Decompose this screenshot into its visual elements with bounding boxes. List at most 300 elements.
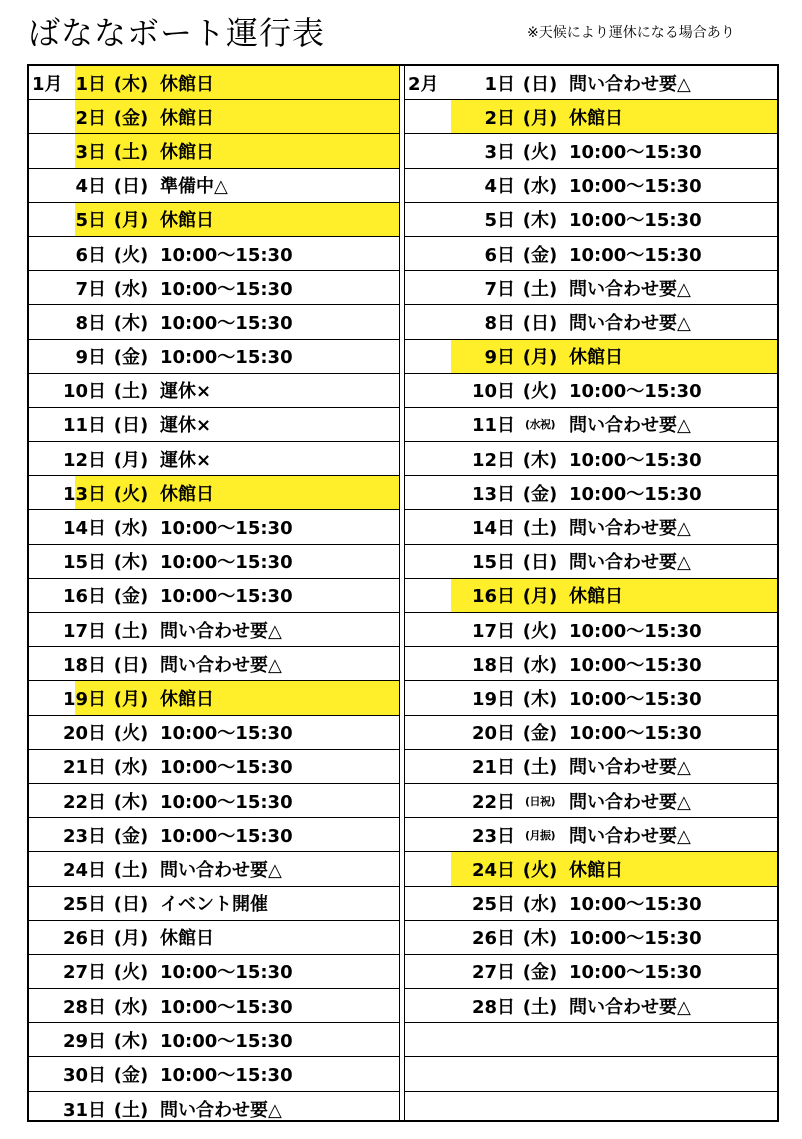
day-number: 5日 [484, 210, 515, 232]
schedule-entry [458, 887, 702, 920]
schedule-entry [49, 647, 282, 680]
schedule-row [29, 237, 399, 271]
day-of-week: (月) [113, 210, 149, 232]
day-of-week: (日) [522, 312, 558, 334]
schedule-entry [458, 374, 702, 407]
schedule-row [29, 784, 399, 818]
day-number: 22日 [62, 791, 106, 813]
schedule-row [405, 169, 777, 203]
day-of-week: (水) [113, 518, 149, 540]
operation-status: 10:00〜15:30 [569, 449, 702, 471]
operation-status: 10:00〜15:30 [160, 1030, 293, 1052]
day-number: 2日 [75, 107, 106, 129]
month-label: 2月 [408, 74, 439, 95]
schedule-entry [458, 647, 702, 680]
day-number: 20日 [471, 723, 515, 745]
day-number: 4日 [484, 176, 515, 198]
schedule-row [405, 340, 777, 374]
schedule-row [405, 1023, 777, 1057]
operation-status: 問い合わせ要△ [569, 757, 691, 779]
operation-status: 10:00〜15:30 [569, 723, 702, 745]
operation-status: 問い合わせ要△ [160, 654, 282, 676]
day-number: 24日 [471, 859, 515, 881]
day-number: 17日 [62, 620, 106, 642]
day-number: 27日 [62, 962, 106, 984]
operation-status: 10:00〜15:30 [160, 757, 293, 779]
schedule-row [405, 1057, 777, 1091]
day-of-week: (木) [113, 73, 149, 95]
schedule-entry [49, 1023, 293, 1056]
schedule-row [29, 681, 399, 715]
schedule-entry [458, 921, 702, 954]
operation-status: 休館日 [160, 107, 214, 129]
day-of-week: (月) [522, 586, 558, 608]
operation-status: 休館日 [569, 347, 623, 369]
day-of-week: (水) [113, 757, 149, 779]
schedule-row [405, 1092, 777, 1126]
day-number: 17日 [471, 620, 515, 642]
day-of-week: (日) [113, 654, 149, 676]
weather-note: ※天候により運休になる場合あり [527, 25, 735, 41]
schedule-row [405, 613, 777, 647]
day-of-week: (水) [113, 996, 149, 1018]
schedule-entry [458, 305, 691, 338]
schedule-row [405, 271, 777, 305]
schedule-entry [49, 750, 293, 783]
schedule-entry [458, 579, 623, 612]
operation-status: 休館日 [160, 483, 214, 505]
schedule-row [405, 750, 777, 784]
day-number: 8日 [484, 312, 515, 334]
schedule-row [405, 989, 777, 1023]
schedule-entry [49, 818, 293, 851]
operation-status: 10:00〜15:30 [160, 244, 293, 266]
day-number: 21日 [62, 757, 106, 779]
day-number: 15日 [62, 552, 106, 574]
operation-status: 10:00〜15:30 [569, 141, 702, 163]
operation-status: 10:00〜15:30 [160, 552, 293, 574]
day-number: 14日 [471, 518, 515, 540]
schedule-row [29, 100, 399, 134]
operation-status: 10:00〜15:30 [160, 996, 293, 1018]
schedule-entry [49, 681, 214, 714]
day-of-week: (土) [113, 1099, 149, 1121]
schedule-entry [49, 66, 214, 99]
operation-status: 問い合わせ要△ [160, 1099, 282, 1121]
day-of-week: (木) [113, 312, 149, 334]
operation-status: イベント開催 [160, 894, 268, 916]
operation-status: 10:00〜15:30 [569, 620, 702, 642]
day-of-week: (土) [113, 620, 149, 642]
operation-status: 運休× [160, 415, 212, 437]
day-number: 6日 [75, 244, 106, 266]
schedule-entry [458, 134, 702, 167]
schedule-row [29, 510, 399, 544]
schedule-entry [458, 852, 623, 885]
schedule-entry [49, 989, 293, 1022]
operation-status: 休館日 [160, 141, 214, 163]
day-number: 21日 [471, 757, 515, 779]
schedule-entry [458, 510, 691, 543]
schedule-entry [49, 237, 293, 270]
schedule-row [405, 476, 777, 510]
day-number: 28日 [62, 996, 106, 1018]
operation-status: 休館日 [569, 859, 623, 881]
schedule-entry [49, 100, 214, 133]
day-number: 7日 [484, 278, 515, 300]
day-of-week: (土) [522, 996, 558, 1018]
operation-status: 10:00〜15:30 [160, 825, 293, 847]
schedule-entry [458, 169, 702, 202]
day-of-week: (火) [522, 859, 558, 881]
day-number: 11日 [471, 415, 515, 437]
schedule-entry [458, 100, 623, 133]
day-number: 26日 [62, 928, 106, 950]
schedule-row [29, 818, 399, 852]
schedule-row [405, 237, 777, 271]
day-of-week: (土) [113, 859, 149, 881]
schedule-row [29, 408, 399, 442]
day-of-week: (日) [113, 894, 149, 916]
schedule-row [29, 852, 399, 886]
schedule-row [405, 408, 777, 442]
day-number: 3日 [484, 141, 515, 163]
schedule-entry [49, 340, 293, 373]
operation-status: 10:00〜15:30 [160, 278, 293, 300]
day-number: 1日 [75, 73, 106, 95]
schedule-row [405, 305, 777, 339]
day-of-week: (水) [113, 278, 149, 300]
day-of-week: (日祝) [524, 794, 556, 808]
schedule-row [405, 374, 777, 408]
day-of-week: (火) [113, 244, 149, 266]
day-number: 9日 [75, 347, 106, 369]
operation-status: 休館日 [569, 586, 623, 608]
day-number: 26日 [471, 928, 515, 950]
schedule-row [29, 134, 399, 168]
day-number: 16日 [62, 586, 106, 608]
day-number: 13日 [62, 483, 106, 505]
operation-status: 10:00〜15:30 [160, 586, 293, 608]
schedule-entry [458, 340, 623, 373]
operation-status: 問い合わせ要△ [569, 73, 691, 95]
day-of-week: (土) [113, 381, 149, 403]
schedule-row [29, 613, 399, 647]
day-of-week: (月) [522, 347, 558, 369]
day-of-week: (土) [522, 278, 558, 300]
day-number: 25日 [62, 894, 106, 916]
schedule-entry [49, 476, 214, 509]
day-number: 12日 [471, 449, 515, 471]
day-of-week: (火) [113, 962, 149, 984]
schedule-row [405, 510, 777, 544]
day-number: 23日 [62, 825, 106, 847]
operation-status: 休館日 [160, 210, 214, 232]
schedule-row [29, 169, 399, 203]
schedule-entry [49, 784, 293, 817]
day-number: 11日 [62, 415, 106, 437]
schedule-row [29, 1023, 399, 1057]
schedule-entry [49, 887, 268, 920]
day-number: 1日 [484, 73, 515, 95]
schedule-row [29, 476, 399, 510]
month-column-january [29, 66, 400, 1120]
schedule-entry [458, 271, 691, 304]
schedule-entry [49, 305, 293, 338]
day-number: 6日 [484, 244, 515, 266]
schedule-entry [49, 613, 282, 646]
schedule-entry [458, 613, 702, 646]
day-number: 31日 [62, 1099, 106, 1121]
schedule-row [29, 271, 399, 305]
day-of-week: (火) [522, 381, 558, 403]
day-of-week: (月) [113, 449, 149, 471]
schedule-row [405, 134, 777, 168]
schedule-entry [49, 852, 282, 885]
day-number: 4日 [75, 176, 106, 198]
day-of-week: (水) [522, 654, 558, 676]
day-of-week: (金) [522, 723, 558, 745]
schedule-row [29, 1092, 399, 1126]
day-of-week: (金) [522, 244, 558, 266]
schedule-row [29, 887, 399, 921]
schedule-entry [458, 784, 691, 817]
day-of-week: (火) [113, 723, 149, 745]
operation-status: 10:00〜15:30 [569, 483, 702, 505]
operation-status: 10:00〜15:30 [569, 244, 702, 266]
day-of-week: (日) [522, 552, 558, 574]
schedule-row [405, 818, 777, 852]
day-of-week: (金) [113, 107, 149, 129]
schedule-row [29, 955, 399, 989]
schedule-entry [49, 716, 293, 749]
schedule-row [405, 647, 777, 681]
schedule-entry [458, 989, 691, 1022]
schedule-row [29, 545, 399, 579]
day-of-week: (月振) [524, 828, 556, 842]
day-of-week: (月) [522, 107, 558, 129]
schedule-row [29, 921, 399, 955]
day-of-week: (金) [113, 347, 149, 369]
operation-status: 問い合わせ要△ [569, 518, 691, 540]
operation-status: 運休× [160, 381, 212, 403]
operation-status: 問い合わせ要△ [569, 312, 691, 334]
operation-status: 問い合わせ要△ [569, 278, 691, 300]
day-of-week: (金) [113, 1065, 149, 1087]
schedule-entry [458, 681, 702, 714]
day-number: 13日 [471, 483, 515, 505]
schedule-row [29, 374, 399, 408]
schedule-row [405, 66, 777, 100]
page-title: ばななボート運行表 [28, 14, 326, 52]
operation-status: 10:00〜15:30 [160, 518, 293, 540]
day-number: 9日 [484, 347, 515, 369]
schedule-row [29, 340, 399, 374]
schedule-row [405, 716, 777, 750]
day-number: 18日 [471, 654, 515, 676]
schedule-entry [458, 716, 702, 749]
day-number: 19日 [62, 688, 106, 710]
operation-status: 休館日 [160, 928, 214, 950]
schedule-entry [458, 66, 691, 99]
day-of-week: (日) [522, 73, 558, 95]
day-of-week: (木) [113, 1030, 149, 1052]
schedule-row [29, 203, 399, 237]
day-number: 3日 [75, 141, 106, 163]
day-number: 19日 [471, 688, 515, 710]
operation-status: 10:00〜15:30 [569, 210, 702, 232]
schedule-entry [49, 374, 211, 407]
day-of-week: (水) [522, 176, 558, 198]
schedule-row [29, 647, 399, 681]
month-column-february [405, 66, 777, 1120]
day-of-week: (月) [113, 688, 149, 710]
operation-status: 問い合わせ要△ [569, 996, 691, 1018]
schedule-row [405, 545, 777, 579]
schedule-entry [458, 545, 691, 578]
schedule-entry [49, 442, 211, 475]
day-number: 23日 [471, 825, 515, 847]
day-of-week: (金) [522, 483, 558, 505]
schedule-row [29, 750, 399, 784]
schedule-entry [49, 1092, 282, 1126]
operation-status: 10:00〜15:30 [160, 723, 293, 745]
operation-status: 10:00〜15:30 [160, 791, 293, 813]
schedule-entry [458, 203, 702, 236]
day-of-week: (金) [522, 962, 558, 984]
schedule-row [29, 579, 399, 613]
schedule-entry [458, 476, 702, 509]
operation-status: 休館日 [160, 73, 214, 95]
schedule-entry [49, 134, 214, 167]
day-number: 10日 [471, 381, 515, 403]
schedule-entry [49, 408, 211, 441]
day-of-week: (木) [113, 791, 149, 813]
operation-status: 問い合わせ要△ [160, 859, 282, 881]
day-of-week: (水祝) [524, 418, 556, 432]
day-number: 20日 [62, 723, 106, 745]
schedule-entry [458, 750, 691, 783]
schedule-row [29, 1057, 399, 1091]
day-number: 8日 [75, 312, 106, 334]
day-of-week: (金) [113, 586, 149, 608]
day-number: 14日 [62, 518, 106, 540]
day-of-week: (火) [522, 141, 558, 163]
operation-status: 休館日 [569, 107, 623, 129]
schedule-entry [458, 818, 691, 851]
schedule-row [29, 305, 399, 339]
schedule-row [405, 442, 777, 476]
day-number: 7日 [75, 278, 106, 300]
schedule-entry [49, 545, 293, 578]
schedule-row [29, 442, 399, 476]
day-number: 30日 [62, 1065, 106, 1087]
schedule-entry [49, 921, 214, 954]
schedule-table [27, 64, 779, 1122]
operation-status: 休館日 [160, 688, 214, 710]
day-number: 16日 [471, 586, 515, 608]
operation-status: 10:00〜15:30 [569, 962, 702, 984]
schedule-entry [458, 442, 702, 475]
day-of-week: (水) [522, 894, 558, 916]
schedule-row [405, 681, 777, 715]
day-number: 2日 [484, 107, 515, 129]
operation-status: 10:00〜15:30 [569, 654, 702, 676]
operation-status: 10:00〜15:30 [569, 688, 702, 710]
operation-status: 10:00〜15:30 [160, 312, 293, 334]
schedule-row [405, 784, 777, 818]
day-number: 10日 [62, 381, 106, 403]
schedule-entry [458, 237, 702, 270]
schedule-row [405, 100, 777, 134]
schedule-entry [458, 955, 702, 988]
schedule-row [405, 203, 777, 237]
day-of-week: (土) [522, 757, 558, 779]
day-of-week: (火) [113, 483, 149, 505]
schedule-entry [49, 579, 293, 612]
day-of-week: (土) [113, 141, 149, 163]
day-of-week: (月) [113, 928, 149, 950]
day-of-week: (金) [113, 825, 149, 847]
operation-status: 10:00〜15:30 [569, 928, 702, 950]
month-label: 1月 [32, 74, 63, 95]
schedule-row [405, 921, 777, 955]
schedule-entry [49, 271, 293, 304]
operation-status: 10:00〜15:30 [160, 347, 293, 369]
operation-status: 問い合わせ要△ [569, 415, 691, 437]
operation-status: 問い合わせ要△ [569, 791, 691, 813]
day-number: 12日 [62, 449, 106, 471]
operation-status: 10:00〜15:30 [160, 1065, 293, 1087]
day-of-week: (木) [522, 449, 558, 471]
operation-status: 10:00〜15:30 [569, 894, 702, 916]
day-of-week: (日) [113, 415, 149, 437]
schedule-row [29, 989, 399, 1023]
day-number: 18日 [62, 654, 106, 676]
day-of-week: (木) [522, 928, 558, 950]
day-of-week: (日) [113, 176, 149, 198]
schedule-entry [49, 1057, 293, 1090]
operation-status: 問い合わせ要△ [569, 552, 691, 574]
schedule-row [29, 66, 399, 100]
operation-status: 問い合わせ要△ [160, 620, 282, 642]
operation-status: 運休× [160, 449, 212, 471]
day-of-week: (木) [522, 688, 558, 710]
operation-status: 準備中△ [160, 176, 228, 198]
day-number: 27日 [471, 962, 515, 984]
day-number: 24日 [62, 859, 106, 881]
day-number: 15日 [471, 552, 515, 574]
day-of-week: (木) [522, 210, 558, 232]
schedule-entry [49, 510, 293, 543]
operation-status: 問い合わせ要△ [569, 825, 691, 847]
operation-status: 10:00〜15:30 [569, 176, 702, 198]
schedule-entry [458, 408, 691, 441]
schedule-row [405, 852, 777, 886]
operation-status: 10:00〜15:30 [569, 381, 702, 403]
day-of-week: (木) [113, 552, 149, 574]
schedule-entry [49, 203, 214, 236]
schedule-row [405, 955, 777, 989]
schedule-row [405, 887, 777, 921]
operation-status: 10:00〜15:30 [160, 962, 293, 984]
schedule-row [29, 716, 399, 750]
schedule-entry [49, 955, 293, 988]
day-of-week: (土) [522, 518, 558, 540]
day-number: 5日 [75, 210, 106, 232]
day-of-week: (火) [522, 620, 558, 642]
schedule-entry [49, 169, 228, 202]
